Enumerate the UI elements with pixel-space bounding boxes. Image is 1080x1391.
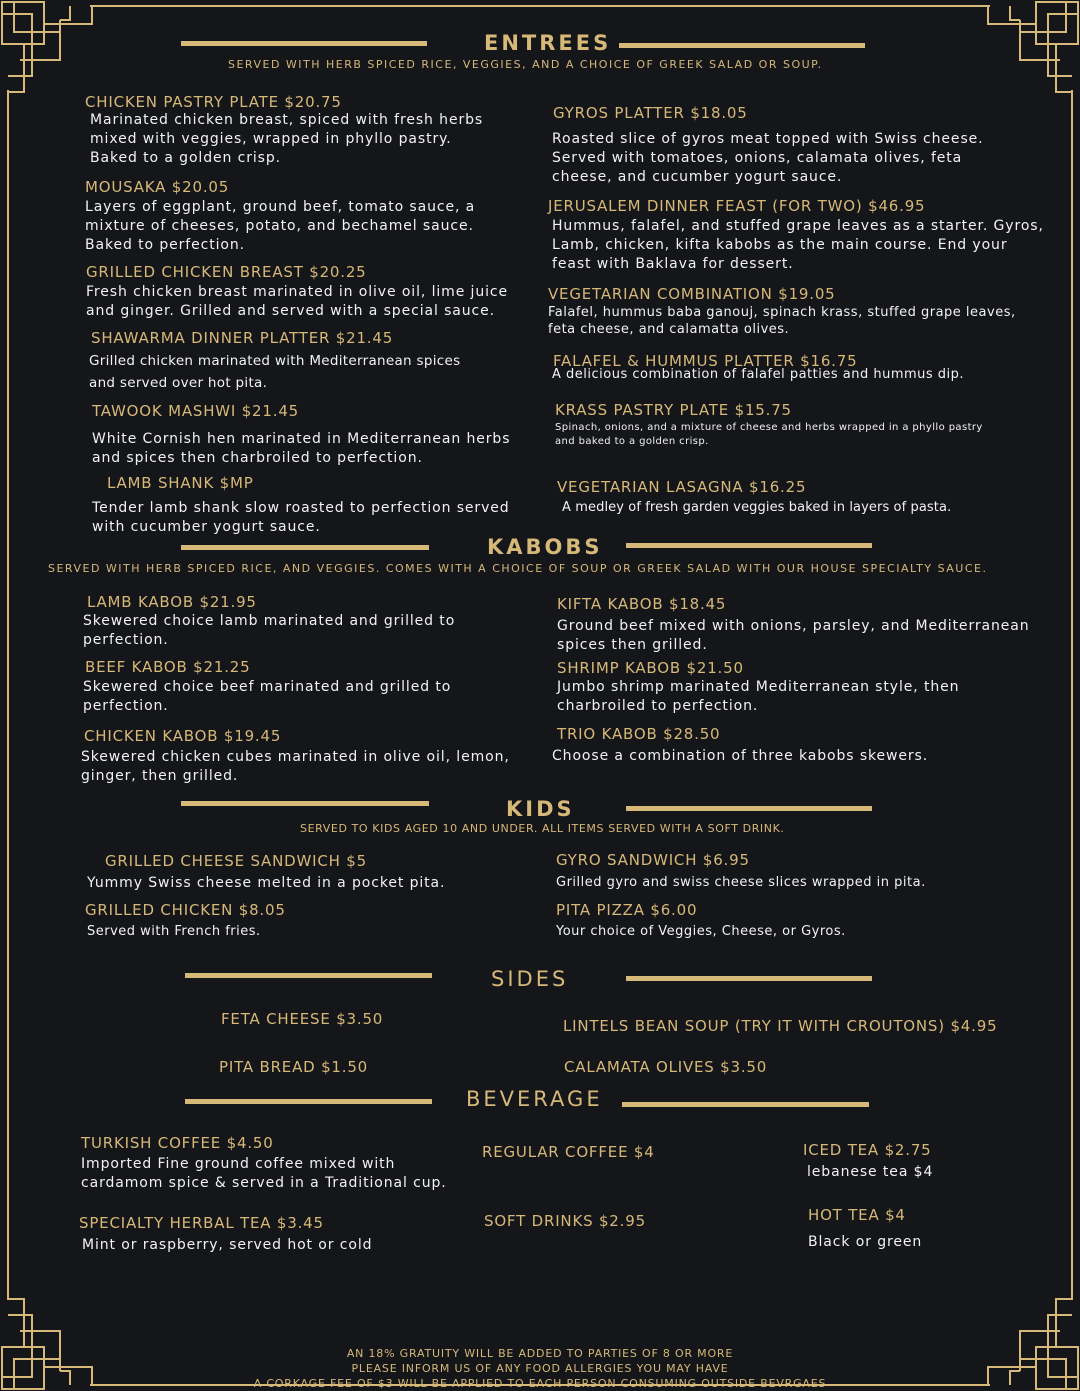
heading-rule [619,43,865,48]
sides-heading: SIDES [491,967,569,991]
menu-item-title: KIFTA KABOB $18.45 [557,595,727,613]
entrees-subtitle: SERVED WITH HERB SPICED RICE, VEGGIES, AND A CHOICE OF GREEK SALAD OR SOUP. [228,58,823,71]
menu-item-title: VEGETARIAN COMBINATION $19.05 [548,285,836,303]
menu-item-desc: Grilled chicken marinated with Mediterranean spices and served over hot pita. [89,353,461,391]
menu-item-desc: A delicious combination of falafel patties and hummus dip. [552,367,965,382]
menu-item-desc: Yummy Swiss cheese melted in a pocket pita. [87,875,446,891]
menu-item-desc: Ground beef mixed with onions, parsley, and Mediterranean spices then grilled. [557,618,1030,653]
entrees-heading: ENTREES [484,31,612,55]
kabobs-heading: KABOBS [487,535,603,559]
footer-note: PLEASE INFORM US OF ANY FOOD ALLERGIES YOU MAY HAVE [351,1362,729,1375]
menu-item-title: KRASS PASTRY PLATE $15.75 [555,401,792,419]
beverage-desc: Black or green [808,1234,923,1250]
menu-item-desc: Falafel, hummus baba ganouj, spinach krass, stuffed grape leaves, feta cheese, and calamatta olives. [548,305,1016,337]
menu-item-title: GYRO SANDWICH $6.95 [556,851,750,869]
menu-item-title: GRILLED CHICKEN BREAST $20.25 [86,263,367,281]
menu-item-title: PITA PIZZA $6.00 [556,901,698,919]
menu-item-desc: Your choice of Veggies, Cheese, or Gyros. [556,924,846,939]
heading-rule [181,801,429,806]
heading-rule [181,41,427,46]
beverage-desc: Mint or raspberry, served hot or cold [82,1237,373,1253]
beverage-title: SOFT DRINKS $2.95 [484,1212,646,1230]
menu-item-title: SHRIMP KABOB $21.50 [557,659,744,677]
menu-item-title: CHICKEN KABOB $19.45 [84,727,282,745]
menu-item-desc: Served with French fries. [87,924,261,939]
menu-item-title: GRILLED CHEESE SANDWICH $5 [105,852,367,870]
beverage-desc: lebanese tea $4 [807,1164,934,1180]
menu-item-desc: White Cornish hen marinated in Mediterranean herbs and spices then charbroiled to perfection. [92,431,511,466]
beverage-title: TURKISH COFFEE $4.50 [81,1134,274,1152]
beverage-title: REGULAR COFFEE $4 [482,1143,655,1161]
menu-item-title: GRILLED CHICKEN $8.05 [85,901,286,919]
menu-item-title: TRIO KABOB $28.50 [557,725,721,743]
beverage-title: ICED TEA $2.75 [803,1141,932,1159]
menu-item-title: CHICKEN PASTRY PLATE $20.75 [85,93,342,111]
heading-rule [185,1099,432,1104]
side-item: LINTELS BEAN SOUP (TRY IT WITH CROUTONS) $4.95 [563,1017,998,1035]
menu-item-title: MOUSAKA $20.05 [85,178,230,196]
menu-item-desc: Skewered chicken cubes marinated in olive oil, lemon, ginger, then grilled. [81,749,510,784]
footer-note: A CORKAGE FEE OF $3 WILL BE APPLIED TO EACH PERSON CONSUMING OUTSIDE BEVRGAES [253,1377,827,1390]
menu-item-title: TAWOOK MASHWI $21.45 [92,402,300,420]
menu-item-desc: Fresh chicken breast marinated in olive oil, lime juice and ginger. Grilled and served with a special sauce. [86,284,509,319]
side-item: PITA BREAD $1.50 [219,1058,369,1076]
beverage-desc: Imported Fine ground coffee mixed with cardamom spice & served in a Traditional cup. [81,1156,447,1191]
menu-item-title: JERUSALEM DINNER FEAST (FOR TWO) $46.95 [548,197,926,215]
heading-rule [626,543,872,548]
beverage-title: SPECIALTY HERBAL TEA $3.45 [79,1214,324,1232]
heading-rule [622,1102,869,1107]
menu-item-title: LAMB SHANK $MP [107,474,254,492]
menu-item-desc: A medley of fresh garden veggies baked in layers of pasta. [562,500,952,515]
menu-item-desc: Marinated chicken breast, spiced with fresh herbs mixed with veggies, wrapped in phyllo pastry. Baked to a golden crisp. [90,112,484,166]
beverage-heading: BEVERAGE [466,1087,603,1111]
menu-item-desc: Skewered choice beef marinated and grilled to perfection. [83,679,452,714]
beverage-title: HOT TEA $4 [808,1206,906,1224]
heading-rule [185,973,432,978]
menu-item-desc: Hummus, falafel, and stuffed grape leaves as a starter. Gyros, Lamb, chicken, kifta kabobs as the main course. End your feast with Baklava for dessert. [552,218,1044,272]
menu-item-desc: Grilled gyro and swiss cheese slices wrapped in pita. [556,875,926,890]
menu-item-desc: Spinach, onions, and a mixture of cheese and herbs wrapped in a phyllo pastry and baked to a golden crisp. [555,422,983,447]
menu-item-title: GYROS PLATTER $18.05 [553,104,748,122]
side-item: CALAMATA OLIVES $3.50 [564,1058,768,1076]
kabobs-subtitle: SERVED WITH HERB SPICED RICE, AND VEGGIES. COMES WITH A CHOICE OF SOUP OR GREEK SALAD WITH OUR HOUSE SPECIALTY SAUCE. [48,562,988,575]
heading-rule [626,976,872,981]
side-item: FETA CHEESE $3.50 [221,1010,384,1028]
menu-item-title: LAMB KABOB $21.95 [87,593,257,611]
menu-item-desc: Choose a combination of three kabobs skewers. [552,748,929,764]
menu-item-desc: Jumbo shrimp marinated Mediterranean style, then charbroiled to perfection. [557,679,960,714]
menu-item-title: FALAFEL & HUMMUS PLATTER $16.75 [553,352,858,370]
menu-item-desc: Tender lamb shank slow roasted to perfection served with cucumber yogurt sauce. [92,500,510,535]
heading-rule [626,806,872,811]
footer-note: AN 18% GRATUITY WILL BE ADDED TO PARTIES OF 8 OR MORE [346,1347,734,1360]
menu-item-title: SHAWARMA DINNER PLATTER $21.45 [91,329,394,347]
menu-item-title: VEGETARIAN LASAGNA $16.25 [557,478,807,496]
menu-item-desc: Roasted slice of gyros meat topped with Swiss cheese. Served with tomatoes, onions, calamata olives, feta cheese, and cucumber yogurt sauce. [552,131,984,185]
menu-item-desc: Layers of eggplant, ground beef, tomato sauce, a mixture of cheeses, potato, and bechamel sauce. Baked to perfection. [85,199,476,253]
menu-item-desc: Skewered choice lamb marinated and grilled to perfection. [83,613,456,648]
menu-item-title: BEEF KABOB $21.25 [85,658,251,676]
heading-rule [181,545,429,550]
kids-heading: KIDS [506,797,575,821]
kids-subtitle: SERVED TO KIDS AGED 10 AND UNDER. ALL ITEMS SERVED WITH A SOFT DRINK. [300,822,785,835]
